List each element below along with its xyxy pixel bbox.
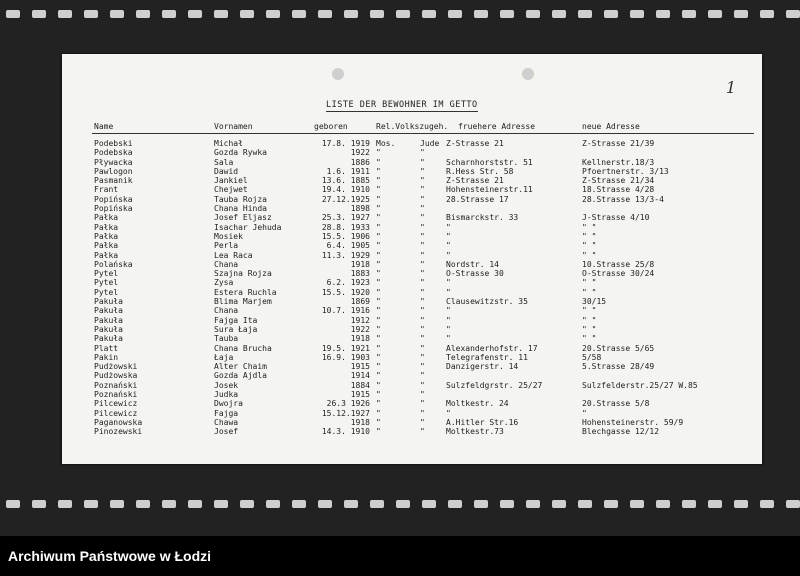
row-born: 1915 xyxy=(350,362,370,372)
row-nationality: " xyxy=(420,315,425,325)
row-religion: " xyxy=(376,324,381,334)
row-nationality: " xyxy=(420,176,425,186)
row-previous-address: " xyxy=(446,315,451,325)
archive-footer xyxy=(0,536,800,576)
row-first-names: Fajga Ita xyxy=(214,315,258,325)
header-name: Name xyxy=(94,122,114,131)
row-religion: " xyxy=(376,241,381,251)
table-row xyxy=(62,260,762,269)
row-new-address: " " xyxy=(582,222,597,232)
row-new-address: Hohensteinerstr. 59/9 xyxy=(582,417,684,427)
table-row xyxy=(62,185,762,194)
row-religion: " xyxy=(376,278,381,288)
row-new-address: " " xyxy=(582,241,597,251)
row-new-address: 18.Strasse 4/28 xyxy=(582,185,655,195)
row-new-address: " " xyxy=(582,306,597,316)
row-born: 1918 xyxy=(350,334,370,344)
row-born: 13.6. 1885 xyxy=(321,176,370,186)
row-first-names: Sura Łaja xyxy=(214,324,258,334)
table-row xyxy=(62,297,762,306)
row-new-address: " " xyxy=(582,287,597,297)
row-surname: Frant xyxy=(94,185,119,195)
row-new-address: Blechgasse 12/12 xyxy=(582,427,660,437)
row-first-names: Michał xyxy=(214,139,243,148)
row-surname: Pakuła xyxy=(94,324,123,334)
row-religion: " xyxy=(376,399,381,409)
row-religion: " xyxy=(376,157,381,167)
row-surname: Pałka xyxy=(94,241,119,251)
row-previous-address: " xyxy=(446,287,451,297)
row-born: 15.12.1927 xyxy=(321,408,370,418)
row-nationality: " xyxy=(420,287,425,297)
row-previous-address: " xyxy=(446,241,451,251)
row-previous-address: R.Hess Str. 58 xyxy=(446,166,514,176)
row-previous-address: Z-Strasse 21 xyxy=(446,176,504,186)
row-religion: " xyxy=(376,352,381,362)
row-surname: Pałka xyxy=(94,231,119,241)
row-surname: Pawlogon xyxy=(94,166,133,176)
row-born: 1918 xyxy=(350,259,370,269)
row-nationality: " xyxy=(420,278,425,288)
table-row xyxy=(62,148,762,157)
table-row xyxy=(62,269,762,278)
row-new-address: Sulzfelderstr.25/27 W.85 xyxy=(582,380,698,390)
row-previous-address: " xyxy=(446,334,451,344)
row-previous-address: " xyxy=(446,306,451,316)
row-nationality: " xyxy=(420,269,425,279)
table-row xyxy=(62,288,762,297)
row-surname: Pudżowski xyxy=(94,362,138,372)
row-surname: Popińska xyxy=(94,194,133,204)
row-previous-address: Alexanderhofstr. 17 xyxy=(446,343,538,353)
row-religion: " xyxy=(376,417,381,427)
row-previous-address: Telegrafenstr. 11 xyxy=(446,352,528,362)
table-row xyxy=(62,232,762,241)
table-row xyxy=(62,241,762,250)
row-first-names: Jankiel xyxy=(214,176,248,186)
row-nationality: " xyxy=(420,157,425,167)
row-born: 1918 xyxy=(350,417,370,427)
row-new-address: 5.Strasse 28/49 xyxy=(582,362,655,372)
row-religion: " xyxy=(376,390,381,400)
row-born: 17.8. 1919 xyxy=(321,139,370,148)
row-previous-address: " xyxy=(446,250,451,260)
row-surname: Pałka xyxy=(94,250,119,260)
row-surname: Pakuła xyxy=(94,306,123,316)
row-born: 15.5. 1920 xyxy=(321,287,370,297)
document-page xyxy=(62,54,762,464)
row-nationality: " xyxy=(420,380,425,390)
row-religion: " xyxy=(376,306,381,316)
row-religion: " xyxy=(376,231,381,241)
row-religion: " xyxy=(376,222,381,232)
row-new-address: 30/15 xyxy=(582,297,607,307)
table-row xyxy=(62,353,762,362)
row-new-address: " " xyxy=(582,334,597,344)
row-previous-address: Moltkestr. 24 xyxy=(446,399,509,409)
row-born: 11.3. 1929 xyxy=(321,250,370,260)
table-row xyxy=(62,223,762,232)
row-new-address: 10.Strasse 25/8 xyxy=(582,259,655,269)
row-religion: " xyxy=(376,343,381,353)
row-surname: Pytel xyxy=(94,287,119,297)
row-born: 28.8. 1933 xyxy=(321,222,370,232)
row-first-names: Chana Brucha xyxy=(214,343,272,353)
row-born: 1883 xyxy=(350,269,370,279)
row-new-address: 20.Strasse 5/8 xyxy=(582,399,650,409)
row-religion: " xyxy=(376,148,381,158)
row-previous-address: Z-Strasse 21 xyxy=(446,139,504,148)
row-previous-address: " xyxy=(446,231,451,241)
row-surname: Pakin xyxy=(94,352,119,362)
sprocket-holes-bottom xyxy=(0,500,800,510)
row-new-address: " " xyxy=(582,231,597,241)
table-row xyxy=(62,167,762,176)
row-nationality: " xyxy=(420,250,425,260)
table-row xyxy=(62,334,762,343)
row-first-names: Estera Ruchla xyxy=(214,287,277,297)
row-first-names: Chana Hinda xyxy=(214,204,267,214)
row-religion: " xyxy=(376,334,381,344)
row-religion: " xyxy=(376,371,381,381)
row-born: 1884 xyxy=(350,380,370,390)
row-surname: Pałka xyxy=(94,213,119,223)
table-row xyxy=(62,381,762,390)
row-surname: Pytel xyxy=(94,269,119,279)
row-first-names: Chawa xyxy=(214,417,239,427)
row-religion: " xyxy=(376,176,381,186)
row-nationality: " xyxy=(420,306,425,316)
row-new-address: 5/58 xyxy=(582,352,602,362)
row-religion: " xyxy=(376,204,381,214)
row-born: 1912 xyxy=(350,315,370,325)
row-nationality: " xyxy=(420,259,425,269)
row-nationality: " xyxy=(420,241,425,251)
header-previous-address: fruehere Adresse xyxy=(458,122,536,131)
row-new-address: " " xyxy=(582,315,597,325)
row-first-names: Sala xyxy=(214,157,234,167)
table-row xyxy=(62,427,762,436)
row-born: 26.3 1926 xyxy=(326,399,370,409)
row-surname: Pływacka xyxy=(94,157,133,167)
row-first-names: Zysa xyxy=(214,278,234,288)
row-surname: Pudżowska xyxy=(94,371,138,381)
header-born: geboren xyxy=(314,122,348,131)
row-first-names: Josef Eljasz xyxy=(214,213,272,223)
header-religion-nationality: Rel.Volkszugeh. xyxy=(376,122,449,131)
row-previous-address: A.Hitler Str.16 xyxy=(446,417,519,427)
table-row xyxy=(62,418,762,427)
row-first-names: Łaja xyxy=(214,352,234,362)
row-religion: " xyxy=(376,259,381,269)
row-nationality: " xyxy=(420,362,425,372)
table-row xyxy=(62,399,762,408)
row-born: 27.12.1925 xyxy=(321,194,370,204)
row-born: 14.3. 1910 xyxy=(321,427,370,437)
row-nationality: " xyxy=(420,166,425,176)
row-first-names: Chana xyxy=(214,306,239,316)
row-nationality: " xyxy=(420,222,425,232)
row-new-address: " " xyxy=(582,278,597,288)
row-previous-address: Sulzfeldgrstr. 25/27 xyxy=(446,380,543,390)
row-previous-address: Nordstr. 14 xyxy=(446,259,499,269)
row-surname: Pilcewicz xyxy=(94,399,138,409)
row-religion: " xyxy=(376,166,381,176)
row-previous-address: Clausewitzstr. 35 xyxy=(446,297,528,307)
row-born: 16.9. 1903 xyxy=(321,352,370,362)
row-born: 1869 xyxy=(350,297,370,307)
row-first-names: Gozda Rywka xyxy=(214,148,267,158)
row-first-names: Judka xyxy=(214,390,239,400)
row-nationality: " xyxy=(420,213,425,223)
row-new-address: " " xyxy=(582,250,597,260)
row-born: 19.5. 1921 xyxy=(321,343,370,353)
row-religion: Mos. xyxy=(376,139,396,148)
table-row xyxy=(62,139,762,148)
resident-list xyxy=(62,139,762,437)
row-first-names: Tauba xyxy=(214,334,239,344)
row-religion: " xyxy=(376,315,381,325)
row-surname: Pytel xyxy=(94,278,119,288)
row-first-names: Dwojra xyxy=(214,399,243,409)
row-born: 1886 xyxy=(350,157,370,167)
row-nationality: " xyxy=(420,408,425,418)
row-born: 15.5. 1906 xyxy=(321,231,370,241)
row-new-address: Z-Strasse 21/39 xyxy=(582,139,655,148)
row-first-names: Tauba Rojza xyxy=(214,194,267,204)
row-first-names: Chejwet xyxy=(214,185,248,195)
row-surname: Platt xyxy=(94,343,119,353)
row-nationality: " xyxy=(420,343,425,353)
row-born: 1922 xyxy=(350,148,370,158)
row-new-address: Pfoertnerstr. 3/13 xyxy=(582,166,669,176)
row-first-names: Szajna Rojza xyxy=(214,269,272,279)
row-new-address: Kellnerstr.18/3 xyxy=(582,157,655,167)
row-nationality: " xyxy=(420,417,425,427)
row-first-names: Gozda Ajdla xyxy=(214,371,267,381)
row-religion: " xyxy=(376,269,381,279)
row-surname: Polańska xyxy=(94,259,133,269)
row-new-address: " " xyxy=(582,324,597,334)
table-row xyxy=(62,362,762,371)
header-new-address: neue Adresse xyxy=(582,122,640,131)
row-nationality: " xyxy=(420,324,425,334)
row-born: 1922 xyxy=(350,324,370,334)
row-religion: " xyxy=(376,297,381,307)
row-surname: Poznański xyxy=(94,390,138,400)
row-surname: Pałka xyxy=(94,222,119,232)
row-first-names: Perla xyxy=(214,241,239,251)
row-born: 1898 xyxy=(350,204,370,214)
table-row xyxy=(62,371,762,380)
row-religion: " xyxy=(376,213,381,223)
row-born: 6.4. 1905 xyxy=(326,241,370,251)
header-first-names: Vornamen xyxy=(214,122,253,131)
row-nationality: " xyxy=(420,390,425,400)
row-previous-address: Bismarckstr. 33 xyxy=(446,213,519,223)
row-born: 10.7. 1916 xyxy=(321,306,370,316)
row-surname: Pinozewski xyxy=(94,427,143,437)
sprocket-holes-top xyxy=(0,10,800,20)
row-first-names: Lea Raca xyxy=(214,250,253,260)
row-born: 1914 xyxy=(350,371,370,381)
row-previous-address: 28.Strasse 17 xyxy=(446,194,509,204)
table-row xyxy=(62,344,762,353)
row-first-names: Dawid xyxy=(214,166,239,176)
table-row xyxy=(62,195,762,204)
row-previous-address: " xyxy=(446,278,451,288)
row-surname: Pakuła xyxy=(94,297,123,307)
row-first-names: Josef xyxy=(214,427,239,437)
row-surname: Popińska xyxy=(94,204,133,214)
row-born: 19.4. 1910 xyxy=(321,185,370,195)
row-first-names: Alter Chaim xyxy=(214,362,267,372)
row-religion: " xyxy=(376,194,381,204)
row-religion: " xyxy=(376,362,381,372)
row-first-names: Mosiek xyxy=(214,231,243,241)
row-first-names: Josek xyxy=(214,380,239,390)
punch-hole-icon xyxy=(522,68,534,80)
row-first-names: Isachar Jehuda xyxy=(214,222,282,232)
row-surname: Pakuła xyxy=(94,334,123,344)
row-previous-address: Hohensteinerstr.11 xyxy=(446,185,533,195)
row-nationality: " xyxy=(420,148,425,158)
row-previous-address: " xyxy=(446,222,451,232)
row-previous-address: Danzigerstr. 14 xyxy=(446,362,519,372)
row-religion: " xyxy=(376,287,381,297)
row-nationality: " xyxy=(420,399,425,409)
row-first-names: Blima Marjem xyxy=(214,297,272,307)
table-row xyxy=(62,204,762,213)
row-nationality: " xyxy=(420,194,425,204)
table-row xyxy=(62,316,762,325)
table-row xyxy=(62,390,762,399)
row-first-names: Fajga xyxy=(214,408,239,418)
row-religion: " xyxy=(376,427,381,437)
table-row xyxy=(62,306,762,315)
row-surname: Pasmanik xyxy=(94,176,133,186)
row-previous-address: " xyxy=(446,324,451,334)
row-surname: Podebska xyxy=(94,148,133,158)
row-surname: Podebski xyxy=(94,139,133,148)
row-nationality: " xyxy=(420,352,425,362)
row-first-names: Chana xyxy=(214,259,239,269)
row-nationality: " xyxy=(420,185,425,195)
row-nationality: " xyxy=(420,204,425,214)
row-nationality: " xyxy=(420,427,425,437)
row-religion: " xyxy=(376,408,381,418)
row-new-address: 20.Strasse 5/65 xyxy=(582,343,655,353)
row-new-address: Z-Strasse 21/34 xyxy=(582,176,655,186)
row-surname: Paganowska xyxy=(94,417,143,427)
row-religion: " xyxy=(376,185,381,195)
row-previous-address: Scharnhorststr. 51 xyxy=(446,157,533,167)
row-religion: " xyxy=(376,250,381,260)
table-row xyxy=(62,278,762,287)
row-born: 25.3. 1927 xyxy=(321,213,370,223)
row-new-address: J-Strasse 4/10 xyxy=(582,213,650,223)
row-previous-address: " xyxy=(446,408,451,418)
row-surname: Pilcewicz xyxy=(94,408,138,418)
row-nationality: " xyxy=(420,297,425,307)
row-nationality: Jude xyxy=(420,139,440,148)
row-religion: " xyxy=(376,380,381,390)
archive-name: Archiwum Państwowe w Łodzi xyxy=(8,548,212,564)
table-row xyxy=(62,176,762,185)
header-rule xyxy=(92,133,754,134)
row-surname: Poznański xyxy=(94,380,138,390)
row-previous-address: Moltkestr.73 xyxy=(446,427,504,437)
table-row xyxy=(62,325,762,334)
row-nationality: " xyxy=(420,334,425,344)
row-new-address: " xyxy=(582,408,587,418)
row-new-address: O-Strasse 30/24 xyxy=(582,269,655,279)
table-row xyxy=(62,213,762,222)
row-new-address: 28.Strasse 13/3-4 xyxy=(582,194,664,204)
table-row xyxy=(62,409,762,418)
row-born: 1.6. 1911 xyxy=(326,166,370,176)
table-row xyxy=(62,158,762,167)
row-nationality: " xyxy=(420,371,425,381)
document-title: LISTE DER BEWOHNER IM GETTO xyxy=(326,100,478,110)
row-previous-address: O-Strasse 30 xyxy=(446,269,504,279)
row-born: 1915 xyxy=(350,390,370,400)
page-number: 1 xyxy=(725,78,736,97)
table-row xyxy=(62,251,762,260)
row-nationality: " xyxy=(420,231,425,241)
punch-hole-icon xyxy=(332,68,344,80)
row-born: 6.2. 1923 xyxy=(326,278,370,288)
row-surname: Pakuła xyxy=(94,315,123,325)
